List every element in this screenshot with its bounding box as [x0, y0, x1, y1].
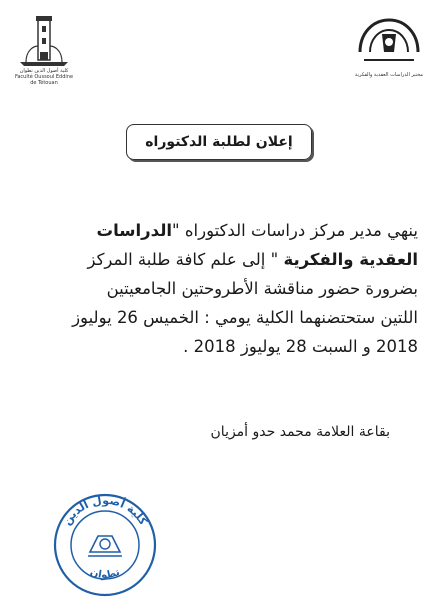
body-line-1-prefix: ينهي مدير مركز دراسات الدكتوراه " — [172, 221, 418, 240]
announcement-body — [44, 216, 418, 361]
lab-emblem-icon — [354, 12, 424, 70]
faculty-stamp — [50, 490, 160, 600]
body-line-3: بضرورة حضور مناقشة الأطروحتين الجامعيتين — [106, 279, 418, 298]
lab-logo-caption: مختبر الدراسات العقدية والفكرية — [354, 72, 424, 78]
body-line-2-rest: " إلى علم كافة طلبة المركز — [87, 250, 284, 269]
faculty-logo-caption-latin: Faculté Oussoul Eddine de Tétouan — [14, 74, 74, 86]
body-line-5: 2018 و السبت 28 يوليوز 2018 . — [183, 337, 418, 356]
body-line-1-bold: الدراسات — [96, 221, 173, 240]
stamp-text-bottom: تطوان — [88, 566, 122, 582]
venue-line: بقاعة العلامة محمد حدو أمزيان — [210, 424, 390, 440]
body-line-2 — [44, 245, 418, 274]
stamp-text-top: كلية أصول الدين — [60, 493, 150, 528]
body-line-2-bold: العقدية والفكرية — [283, 250, 418, 269]
svg-text:تطوان — [89, 567, 122, 581]
faculty-logo — [12, 10, 76, 86]
lab-logo — [354, 12, 424, 82]
body-line-1 — [44, 216, 418, 245]
announcement-title: إعلان لطلبة الدكتوراه — [126, 124, 312, 160]
stamp-seal-icon — [50, 490, 160, 600]
faculty-logo-caption: كلية أصول الدين تطوان — [19, 68, 69, 74]
tower-icon — [12, 10, 76, 68]
body-line-4: اللتين ستحتضنهما الكلية يومي : الخميس 26 يوليوز — [72, 308, 418, 327]
